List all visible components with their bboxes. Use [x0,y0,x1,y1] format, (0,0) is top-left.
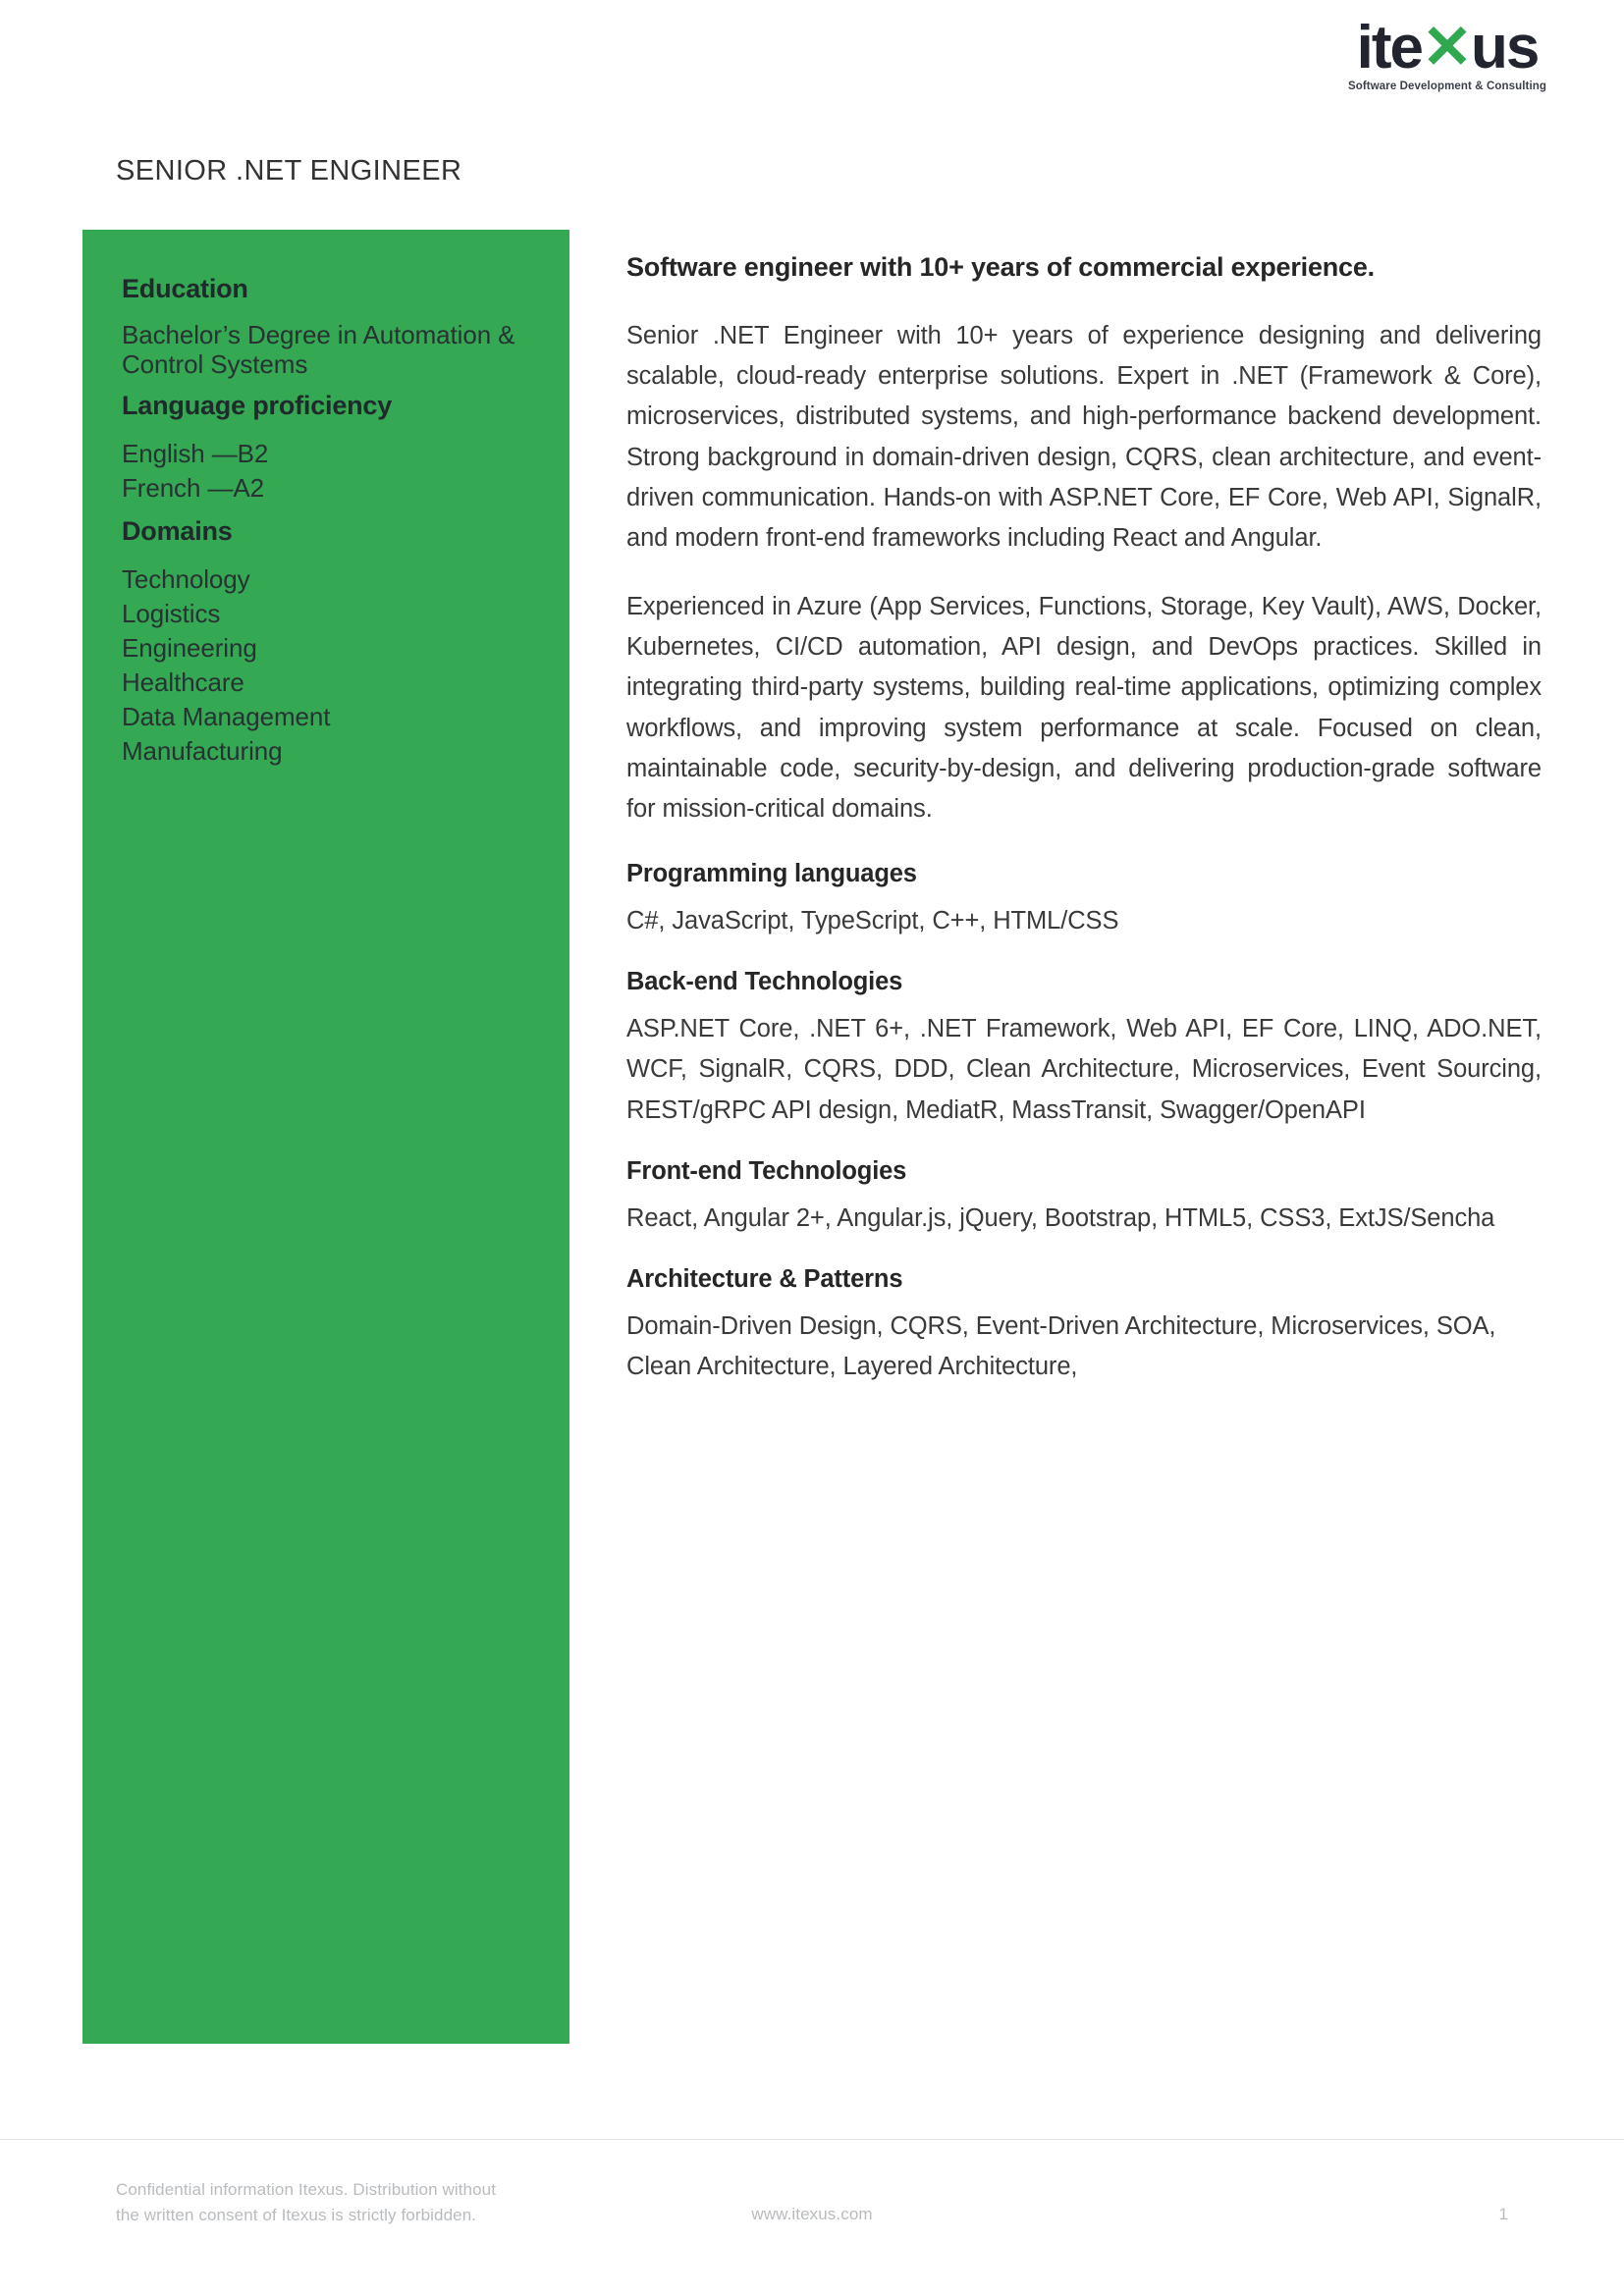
sidebar-education-text: Bachelor’s Degree in Automation & Control Systems [122,319,515,380]
confidentiality-line-1: Confidential information Itexus. Distribution without [116,2180,497,2199]
footer-page-number: 1 [1498,2205,1508,2223]
confidentiality-line-2: the written consent of Itexus is strictly forbidden. [116,2206,477,2225]
list-item: Engineering [122,632,257,663]
sidebar-heading-domains: Domains [122,516,233,547]
sidebar-language-list [122,437,530,506]
summary-lead: Software engineer with 10+ years of commercial experience. [626,252,1375,282]
logo-text-part-2: us [1470,14,1539,81]
summary-paragraph-1: Senior .NET Engineer with 10+ years of experience designing and delivering scalable, cloud-ready enterprise solutions. Expert in .NET (Framework & Core), microservices, distributed systems, and high-performance backend development. Strong background in domain-driven design, CQRS, clean architecture, and event-driven communication. Hands-on with ASP.NET Core, EF Core, Web API, SignalR, and modern front-end frameworks including React and Angular. [626,321,1542,553]
logo-x-icon: ✕ [1422,14,1471,81]
section-heading-architecture-patterns: Architecture & Patterns [626,1264,903,1293]
logo-tagline: Software Development & Consulting [1347,80,1546,92]
footer-website-link[interactable]: www.itexus.com [751,2205,873,2223]
page-footer [0,2139,1624,2296]
logo-wordmark [1356,14,1539,81]
sidebar [82,230,569,2044]
section-body-front-end-technologies: React, Angular 2+, Angular.js, jQuery, Bootstrap, HTML5, CSS3, ExtJS/Sencha [626,1203,1495,1232]
section-heading-programming-languages: Programming languages [626,860,917,888]
sidebar-heading-education: Education [122,274,248,303]
page-title: SENIOR .NET ENGINEER [116,155,462,187]
section-body-back-end-technologies: ASP.NET Core, .NET 6+, .NET Framework, Web API, EF Core, LINQ, ADO.NET, WCF, SignalR, CQRS, DDD, Clean Architecture, Microservices, Event Sourcing, REST/gRPC API design, MediatR, MassTransit, Swagger/OpenAPI [626,1015,1542,1124]
list-item: Manufacturing [122,736,283,767]
sidebar-heading-language-proficiency: Language proficiency [122,391,393,421]
section-heading-front-end-technologies: Front-end Technologies [626,1156,907,1185]
list-item: Healthcare [122,667,244,698]
page-header [0,0,1624,147]
confidentiality-notice [116,2177,496,2229]
list-item: Data Management [122,702,331,732]
main-content [569,230,1542,1411]
section-heading-back-end-technologies: Back-end Technologies [626,968,903,996]
list-item: Technology [122,563,250,594]
logo-text-part-1: ite [1356,14,1423,81]
section-body-architecture-patterns: Domain-Driven Design, CQRS, Event-Driven Architecture, Microservices, SOA, Clean Architecture, Layered Architecture, [626,1311,1496,1380]
list-item: English —B2 [122,438,269,468]
document-body [82,230,1542,2109]
section-body-programming-languages: C#, JavaScript, TypeScript, C++, HTML/CSS [626,907,1119,935]
itexus-logo [1331,14,1563,92]
sidebar-domains-list [122,562,530,770]
list-item: French —A2 [122,472,264,503]
summary-paragraph-2: Experienced in Azure (App Services, Functions, Storage, Key Vault), AWS, Docker, Kubernetes, CI/CD automation, API design, and DevOps practices. Skilled in integrating third-party systems, building real-time applications, optimizing complex workflows, and improving system performance at scale. Focused on clean, maintainable code, security-by-design, and delivering production-grade software for mission-critical domains. [626,592,1542,824]
list-item: Logistics [122,598,221,628]
